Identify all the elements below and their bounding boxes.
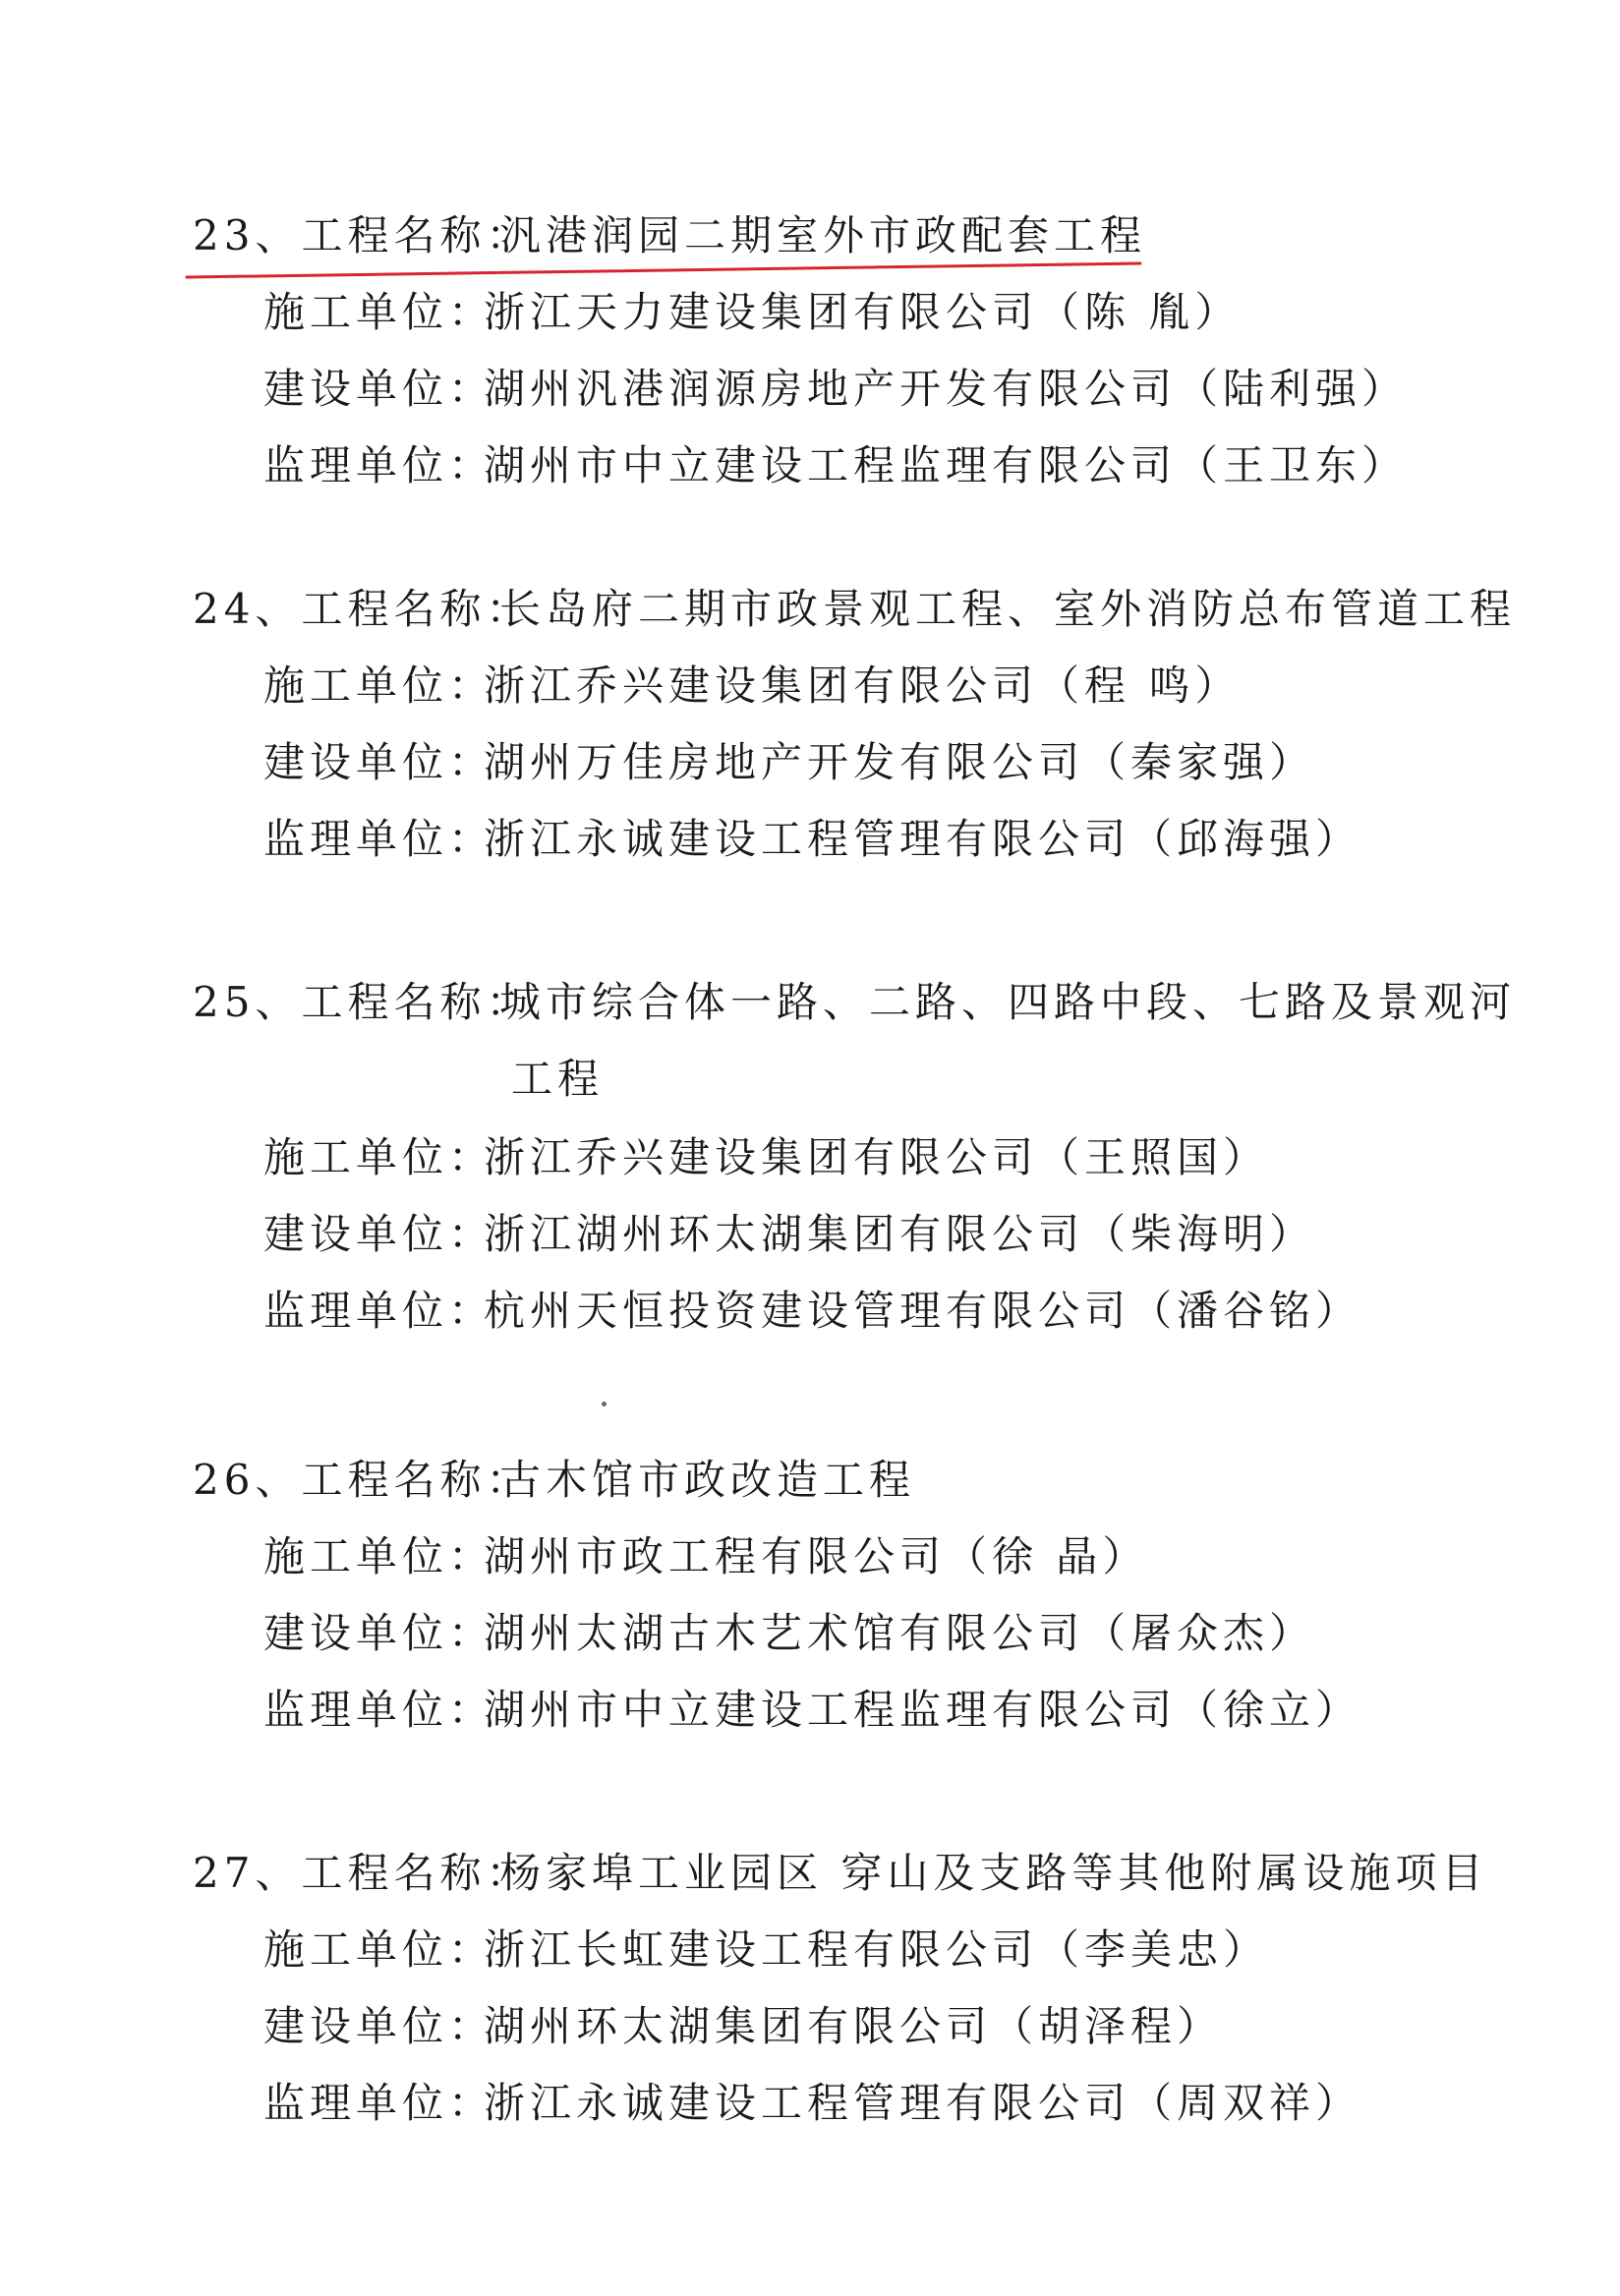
contractor-value: 浙江乔兴建设集团有限公司（王照国）	[484, 1133, 1270, 1181]
contractor-value: 湖州市政工程有限公司（徐 晶）	[484, 1532, 1149, 1580]
developer-value: 湖州万佳房地产开发有限公司（秦家强）	[484, 738, 1316, 786]
project-name: 城市综合体一路、二路、四路中段、七路及景观河	[499, 978, 1517, 1026]
developer-label: 建设单位：	[263, 2002, 495, 2050]
project-number-label: 26、工程名称：	[193, 1456, 533, 1504]
contractor-label: 施工单位：	[263, 288, 495, 336]
project-name: 汎港润园二期室外市政配套工程	[499, 211, 1147, 259]
supervisor-value: 杭州天恒投资建设管理有限公司（潘谷铭）	[484, 1287, 1362, 1335]
developer-label: 建设单位：	[263, 1609, 495, 1657]
contractor-label: 施工单位：	[263, 661, 495, 710]
supervisor-value: 湖州市中立建设工程监理有限公司（徐立）	[484, 1686, 1362, 1734]
supervisor-label: 监理单位：	[263, 2079, 495, 2127]
contractor-label: 施工单位：	[263, 1133, 495, 1181]
developer-value: 湖州环太湖集团有限公司（胡泽程）	[484, 2002, 1224, 2050]
supervisor-value: 浙江永诚建设工程管理有限公司（邱海强）	[484, 815, 1362, 863]
contractor-label: 施工单位：	[263, 1532, 495, 1580]
project-number-label: 25、工程名称：	[193, 978, 533, 1026]
supervisor-value: 浙江永诚建设工程管理有限公司（周双祥）	[484, 2079, 1362, 2127]
supervisor-label: 监理单位：	[263, 441, 495, 489]
developer-value: 湖州汎港润源房地产开发有限公司（陆利强）	[484, 365, 1409, 413]
supervisor-label: 监理单位：	[263, 1686, 495, 1734]
supervisor-label: 监理单位：	[263, 815, 495, 863]
developer-label: 建设单位：	[263, 1210, 495, 1258]
project-number-label: 23、工程名称：	[193, 211, 533, 259]
contractor-label: 施工单位：	[263, 1925, 495, 1974]
contractor-value: 浙江乔兴建设集团有限公司（程 鸣）	[484, 661, 1242, 710]
developer-value: 浙江湖州环太湖集团有限公司（柴海明）	[484, 1210, 1316, 1258]
project-number-label: 24、工程名称：	[193, 585, 533, 633]
project-name-continued: 工程	[511, 1055, 605, 1103]
scan-speck	[602, 1402, 607, 1406]
project-name: 长岛府二期市政景观工程、室外消防总布管道工程	[499, 585, 1517, 633]
developer-label: 建设单位：	[263, 738, 495, 786]
supervisor-label: 监理单位：	[263, 1287, 495, 1335]
developer-value: 湖州太湖古木艺术馆有限公司（屠众杰）	[484, 1609, 1316, 1657]
contractor-value: 浙江天力建设集团有限公司（陈 胤）	[484, 288, 1242, 336]
developer-label: 建设单位：	[263, 365, 495, 413]
project-name: 古木馆市政改造工程	[499, 1456, 916, 1504]
project-number-label: 27、工程名称：	[193, 1849, 533, 1897]
project-name: 杨家埠工业园区 穿山及支路等其他附属设施项目	[499, 1849, 1488, 1897]
contractor-value: 浙江长虹建设工程有限公司（李美忠）	[484, 1925, 1270, 1974]
supervisor-value: 湖州市中立建设工程监理有限公司（王卫东）	[484, 441, 1409, 489]
